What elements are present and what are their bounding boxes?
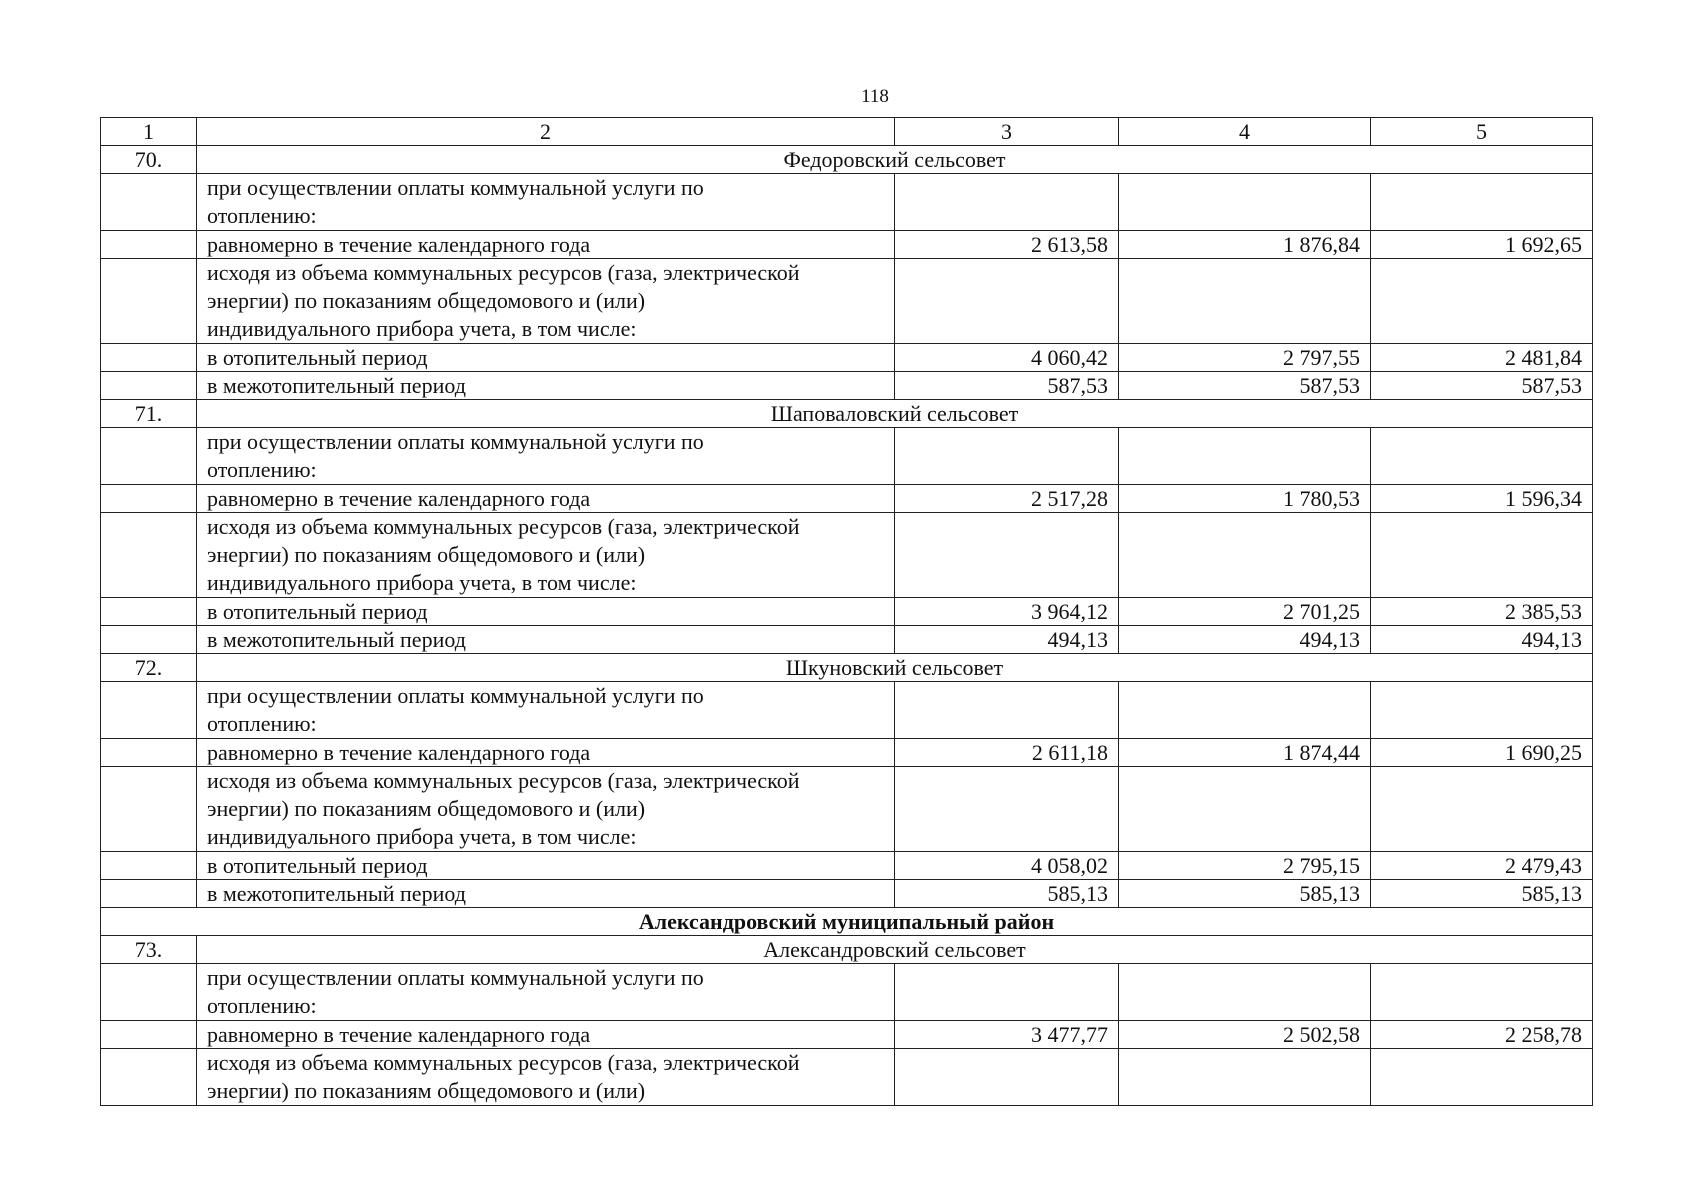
settlement-name: Федоровский сельсовет <box>197 146 1593 174</box>
row-number: 70. <box>101 146 197 174</box>
value-col5: 2 258,78 <box>1371 1021 1593 1049</box>
header-cell-1: 1 <box>101 118 197 146</box>
value-col5: 1 690,25 <box>1371 739 1593 767</box>
value-col5: 2 479,43 <box>1371 852 1593 880</box>
description-row <box>101 767 1593 852</box>
value-col5: 2 385,53 <box>1371 598 1593 626</box>
row-number-empty <box>101 344 197 372</box>
value-cell-empty <box>1119 1049 1371 1106</box>
table-row <box>101 485 1593 513</box>
value-col3: 2 517,28 <box>895 485 1119 513</box>
row-label: равномерно в течение календарного года <box>197 231 895 259</box>
value-col4: 2 797,55 <box>1119 344 1371 372</box>
settlement-row <box>101 400 1593 428</box>
description-line: исходя из объема коммунальных ресурсов (газа, электрической <box>207 514 800 539</box>
row-number-empty <box>101 626 197 654</box>
description-line: при осуществлении оплаты коммунальной услуги по <box>207 175 704 200</box>
value-col3: 585,13 <box>895 880 1119 908</box>
value-col4: 1 780,53 <box>1119 485 1371 513</box>
value-col4: 2 795,15 <box>1119 852 1371 880</box>
row-number-empty <box>101 259 197 344</box>
header-row <box>101 118 1593 146</box>
table-row <box>101 1021 1593 1049</box>
row-number-empty <box>101 485 197 513</box>
value-col5: 585,13 <box>1371 880 1593 908</box>
table-row <box>101 372 1593 400</box>
table-row <box>101 344 1593 372</box>
table-row <box>101 598 1593 626</box>
row-number-empty <box>101 767 197 852</box>
row-number-empty <box>101 372 197 400</box>
value-cell-empty <box>1119 767 1371 852</box>
description-text <box>197 428 895 485</box>
description-line: отоплению: <box>207 993 317 1018</box>
description-line: исходя из объема коммунальных ресурсов (газа, электрической <box>207 260 800 285</box>
value-col5: 587,53 <box>1371 372 1593 400</box>
description-line: энергии) по показаниям общедомового и (или) <box>207 542 646 567</box>
row-number-empty <box>101 1021 197 1049</box>
settlement-row <box>101 654 1593 682</box>
row-number-empty <box>101 682 197 739</box>
value-cell-empty <box>1371 174 1593 231</box>
row-label: равномерно в течение календарного года <box>197 1021 895 1049</box>
value-cell-empty <box>895 964 1119 1021</box>
value-col3: 2 611,18 <box>895 739 1119 767</box>
description-line: индивидуального прибора учета, в том числе: <box>207 570 637 595</box>
value-cell-empty <box>895 259 1119 344</box>
description-line: исходя из объема коммунальных ресурсов (газа, электрической <box>207 1050 800 1075</box>
row-label: равномерно в течение календарного года <box>197 739 895 767</box>
row-number: 72. <box>101 654 197 682</box>
description-line: индивидуального прибора учета, в том числе: <box>207 316 637 341</box>
description-row <box>101 682 1593 739</box>
description-row <box>101 174 1593 231</box>
value-cell-empty <box>1371 259 1593 344</box>
value-col3: 494,13 <box>895 626 1119 654</box>
row-number: 73. <box>101 936 197 964</box>
value-col5: 2 481,84 <box>1371 344 1593 372</box>
value-cell-empty <box>1371 428 1593 485</box>
description-text <box>197 259 895 344</box>
description-line: энергии) по показаниям общедомового и (или) <box>207 288 646 313</box>
value-cell-empty <box>1119 428 1371 485</box>
description-line: при осуществлении оплаты коммунальной услуги по <box>207 965 704 990</box>
row-number-empty <box>101 964 197 1021</box>
value-col4: 1 874,44 <box>1119 739 1371 767</box>
description-line: отоплению: <box>207 203 317 228</box>
description-line: энергии) по показаниям общедомового и (или) <box>207 1078 646 1103</box>
value-col3: 4 060,42 <box>895 344 1119 372</box>
table-row <box>101 231 1593 259</box>
value-col3: 587,53 <box>895 372 1119 400</box>
value-col5: 1 596,34 <box>1371 485 1593 513</box>
value-cell-empty <box>1371 964 1593 1021</box>
value-cell-empty <box>1371 767 1593 852</box>
district-name: Александровский муниципальный район <box>101 908 1593 936</box>
table-body <box>101 118 1593 1106</box>
header-cell-5: 5 <box>1371 118 1593 146</box>
row-number-empty <box>101 231 197 259</box>
value-col4: 587,53 <box>1119 372 1371 400</box>
description-row <box>101 428 1593 485</box>
table-row <box>101 626 1593 654</box>
value-cell-empty <box>1371 1049 1593 1106</box>
description-text <box>197 513 895 598</box>
value-col4: 2 701,25 <box>1119 598 1371 626</box>
value-col4: 494,13 <box>1119 626 1371 654</box>
row-number-empty <box>101 598 197 626</box>
description-line: исходя из объема коммунальных ресурсов (газа, электрической <box>207 768 800 793</box>
value-col5: 494,13 <box>1371 626 1593 654</box>
value-cell-empty <box>895 767 1119 852</box>
row-number-empty <box>101 174 197 231</box>
page-number: 118 <box>861 86 889 107</box>
value-col3: 2 613,58 <box>895 231 1119 259</box>
settlement-row <box>101 146 1593 174</box>
description-text <box>197 964 895 1021</box>
description-text <box>197 1049 895 1106</box>
row-number-empty <box>101 513 197 598</box>
row-number: 71. <box>101 400 197 428</box>
description-row <box>101 1049 1593 1106</box>
row-label: в отопительный период <box>197 852 895 880</box>
value-col5: 1 692,65 <box>1371 231 1593 259</box>
row-label: в межотопительный период <box>197 372 895 400</box>
header-cell-4: 4 <box>1119 118 1371 146</box>
value-cell-empty <box>895 174 1119 231</box>
row-label: в межотопительный период <box>197 626 895 654</box>
value-cell-empty <box>1119 174 1371 231</box>
description-text <box>197 174 895 231</box>
description-line: при осуществлении оплаты коммунальной услуги по <box>207 429 704 454</box>
value-cell-empty <box>1119 513 1371 598</box>
row-number-empty <box>101 1049 197 1106</box>
value-cell-empty <box>895 428 1119 485</box>
settlement-name: Шаповаловский сельсовет <box>197 400 1593 428</box>
value-col4: 2 502,58 <box>1119 1021 1371 1049</box>
description-line: отоплению: <box>207 711 317 736</box>
table-row <box>101 852 1593 880</box>
description-row <box>101 513 1593 598</box>
description-text <box>197 682 895 739</box>
description-line: отоплению: <box>207 457 317 482</box>
value-col3: 4 058,02 <box>895 852 1119 880</box>
description-line: индивидуального прибора учета, в том числе: <box>207 824 637 849</box>
value-col3: 3 964,12 <box>895 598 1119 626</box>
value-col3: 3 477,77 <box>895 1021 1119 1049</box>
value-cell-empty <box>1371 682 1593 739</box>
table-row <box>101 880 1593 908</box>
value-cell-empty <box>895 513 1119 598</box>
row-number-empty <box>101 739 197 767</box>
description-row <box>101 964 1593 1021</box>
district-row <box>101 908 1593 936</box>
value-col4: 585,13 <box>1119 880 1371 908</box>
row-label: в отопительный период <box>197 344 895 372</box>
row-label: равномерно в течение календарного года <box>197 485 895 513</box>
value-cell-empty <box>1371 513 1593 598</box>
row-label: в межотопительный период <box>197 880 895 908</box>
header-cell-2: 2 <box>197 118 895 146</box>
value-cell-empty <box>1119 259 1371 344</box>
row-number-empty <box>101 852 197 880</box>
settlement-name: Шкуновский сельсовет <box>197 654 1593 682</box>
description-row <box>101 259 1593 344</box>
row-label: в отопительный период <box>197 598 895 626</box>
value-cell-empty <box>895 1049 1119 1106</box>
description-text <box>197 767 895 852</box>
value-cell-empty <box>1119 682 1371 739</box>
description-line: энергии) по показаниям общедомового и (или) <box>207 796 646 821</box>
value-cell-empty <box>895 682 1119 739</box>
description-line: при осуществлении оплаты коммунальной услуги по <box>207 683 704 708</box>
header-cell-3: 3 <box>895 118 1119 146</box>
settlement-row <box>101 936 1593 964</box>
table-row <box>101 739 1593 767</box>
row-number-empty <box>101 880 197 908</box>
settlement-name: Александровский сельсовет <box>197 936 1593 964</box>
row-number-empty <box>101 428 197 485</box>
value-cell-empty <box>1119 964 1371 1021</box>
value-col4: 1 876,84 <box>1119 231 1371 259</box>
tariff-table <box>100 117 1593 1106</box>
